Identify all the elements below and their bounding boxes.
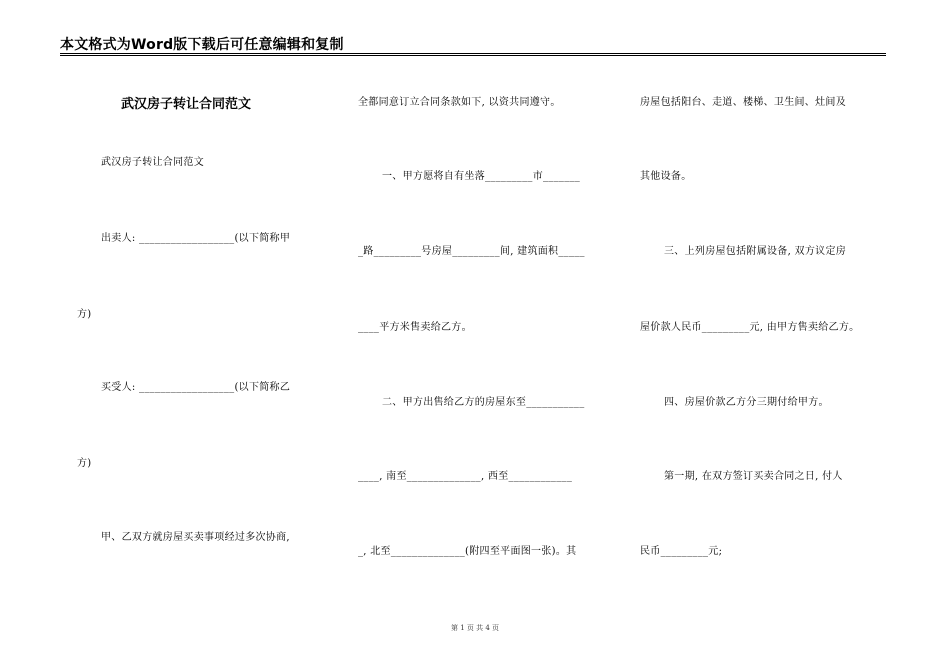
col3-line: 房屋包括阳台、走道、楼梯、卫生间、灶间及 — [640, 97, 846, 108]
col3-line: 屋价款人民币_________元, 由甲方售卖给乙方。 — [640, 322, 860, 333]
col2-line: _, 北至______________(附四至平面图一张)。其 — [358, 546, 577, 557]
col3-line: 第一期, 在双方签订买卖合同之日, 付人 — [664, 471, 843, 482]
col2-line: 一、甲方愿将自有坐落_________市_______ — [382, 171, 581, 182]
col2-line: ____, 南至______________, 西至____________ — [358, 471, 573, 482]
col3-line: 其他设备。 — [640, 171, 692, 182]
col1-line: 出卖人: __________________(以下简称甲 — [101, 233, 291, 244]
col3-line: 四、房屋价款乙方分三期付给甲方。 — [664, 397, 829, 408]
col2-line: 全都同意订立合同条款如下, 以资共同遵守。 — [358, 97, 561, 108]
document-header-title: 本文格式为Word版下载后可任意编辑和复制 — [60, 37, 344, 53]
col1-line: 方) — [77, 458, 92, 469]
col1-line: 甲、乙双方就房屋买卖事项经过多次协商, — [101, 532, 290, 543]
page-number: 第 1 页 共 4 页 — [450, 624, 500, 632]
col1-line: 买受人: __________________(以下简称乙 — [101, 382, 291, 393]
col2-line: _路_________号房屋_________间, 建筑面积_____ — [358, 246, 585, 257]
header-divider-secondary — [60, 55, 886, 56]
col1-line: 武汉房子转让合同范文 — [101, 157, 204, 168]
col3-line: 三、上列房屋包括附属设备, 双方议定房 — [664, 246, 847, 257]
col2-line: ____平方米售卖给乙方。 — [358, 322, 472, 333]
document-title: 武汉房子转让合同范文 — [121, 97, 252, 112]
col2-line: 二、甲方出售给乙方的房屋东至___________ — [382, 397, 585, 408]
col1-line: 方) — [77, 309, 92, 320]
col3-line: 民币_________元; — [640, 546, 723, 557]
header-divider — [60, 53, 886, 54]
